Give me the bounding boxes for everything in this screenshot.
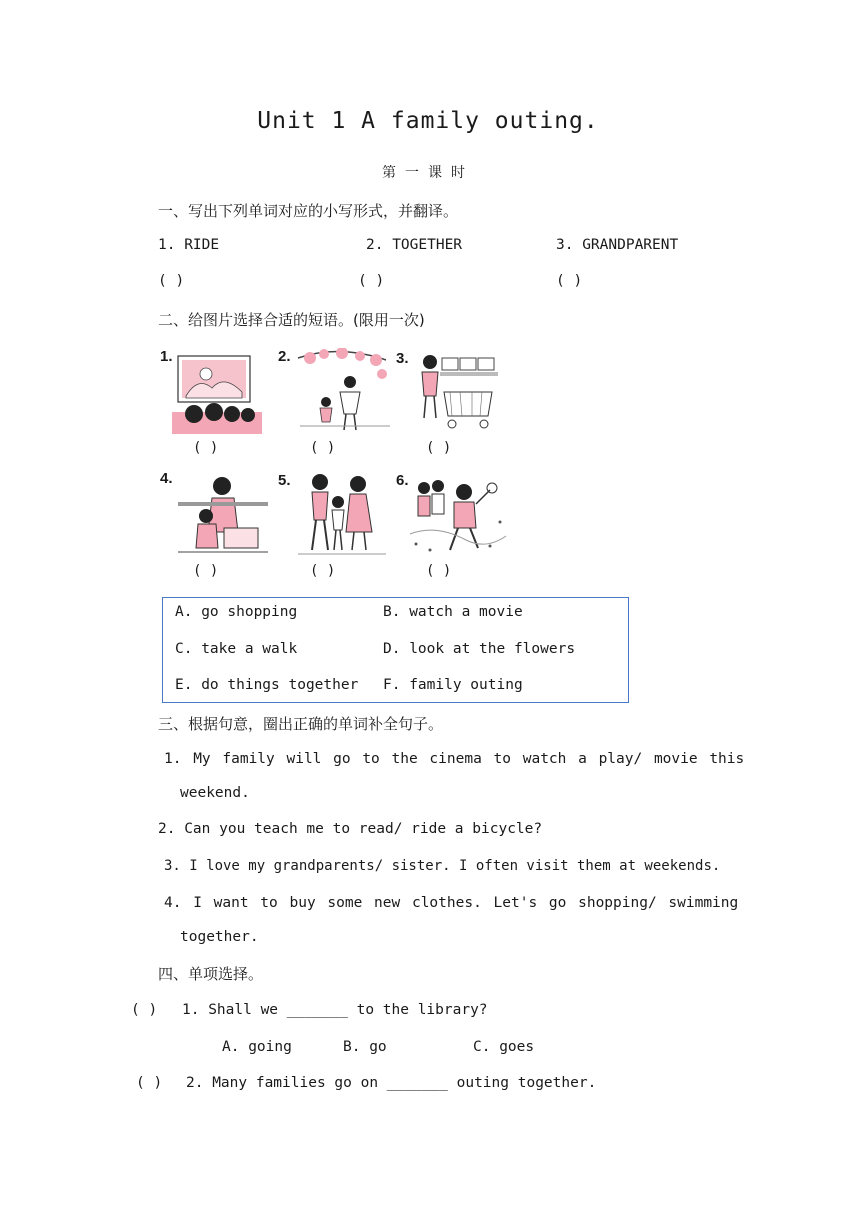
choice-c[interactable]: C. goes (473, 1039, 535, 1055)
page-title: Unit 1 A family outing. (257, 108, 599, 134)
section3-heading: 三、根据句意，圈出正确的单词补全句子。 (158, 715, 444, 733)
word-item: 2. TOGETHER (366, 237, 463, 253)
picture-answer[interactable]: ( ) (193, 440, 219, 456)
option-item: F. family outing (383, 677, 523, 693)
sentence-continuation: together. (180, 929, 259, 945)
picture-number: 6. (396, 472, 409, 489)
section4-heading: 四、单项选择。 (158, 965, 264, 983)
picture-number: 5. (278, 472, 291, 489)
walk-scene-icon (290, 472, 394, 556)
picture-number: 2. (278, 348, 291, 365)
picture-number: 3. (396, 350, 409, 367)
lesson-label: 第一课时 (382, 165, 474, 181)
choice-a[interactable]: A. going (222, 1039, 292, 1055)
sentence-item: 4. I want to buy some new clothes. Let's go shopping/ swimming (164, 895, 739, 911)
together-scene-icon (172, 472, 276, 556)
option-item: B. watch a movie (383, 604, 523, 620)
answer-paren[interactable]: ( ) (136, 1075, 163, 1091)
choice-b[interactable]: B. go (343, 1039, 387, 1055)
outing-scene-icon (406, 474, 510, 558)
picture-answer[interactable]: ( ) (426, 563, 452, 579)
answer-blank[interactable]: ( ) (556, 273, 583, 289)
question-text: 1. Shall we _______ to the library? (182, 1002, 488, 1018)
flowers-scene-icon (290, 348, 394, 432)
sentence-item: 2. Can you teach me to read/ ride a bicycle? (158, 821, 543, 837)
sentence-item: 3. I love my grandparents/ sister. I often visit them at weekends. (164, 858, 721, 874)
section2-heading: 二、给图片选择合适的短语。(限用一次) (158, 311, 425, 329)
option-item: A. go shopping (175, 604, 298, 620)
option-item: C. take a walk (175, 641, 298, 657)
question-text: 2. Many families go on _______ outing together. (186, 1075, 597, 1091)
answer-blank[interactable]: ( ) (358, 273, 385, 289)
picture-answer[interactable]: ( ) (310, 563, 336, 579)
option-item: D. look at the flowers (383, 641, 576, 657)
picture-number: 4. (160, 470, 173, 487)
picture-answer[interactable]: ( ) (193, 563, 219, 579)
shopping-scene-icon (406, 352, 510, 436)
word-item: 3. GRANDPARENT (556, 237, 679, 253)
answer-paren[interactable]: ( ) (131, 1002, 158, 1018)
picture-number: 1. (160, 348, 173, 365)
option-item: E. do things together (175, 677, 359, 693)
picture-answer[interactable]: ( ) (426, 440, 452, 456)
cinema-scene-icon (172, 352, 276, 436)
picture-answer[interactable]: ( ) (310, 440, 336, 456)
sentence-item: 1. My family will go to the cinema to watch a play/ movie this (164, 751, 745, 767)
answer-blank[interactable]: ( ) (158, 273, 185, 289)
word-item: 1. RIDE (158, 237, 220, 253)
section1-heading: 一、写出下列单词对应的小写形式，并翻译。 (158, 202, 459, 220)
sentence-continuation: weekend. (180, 785, 250, 801)
